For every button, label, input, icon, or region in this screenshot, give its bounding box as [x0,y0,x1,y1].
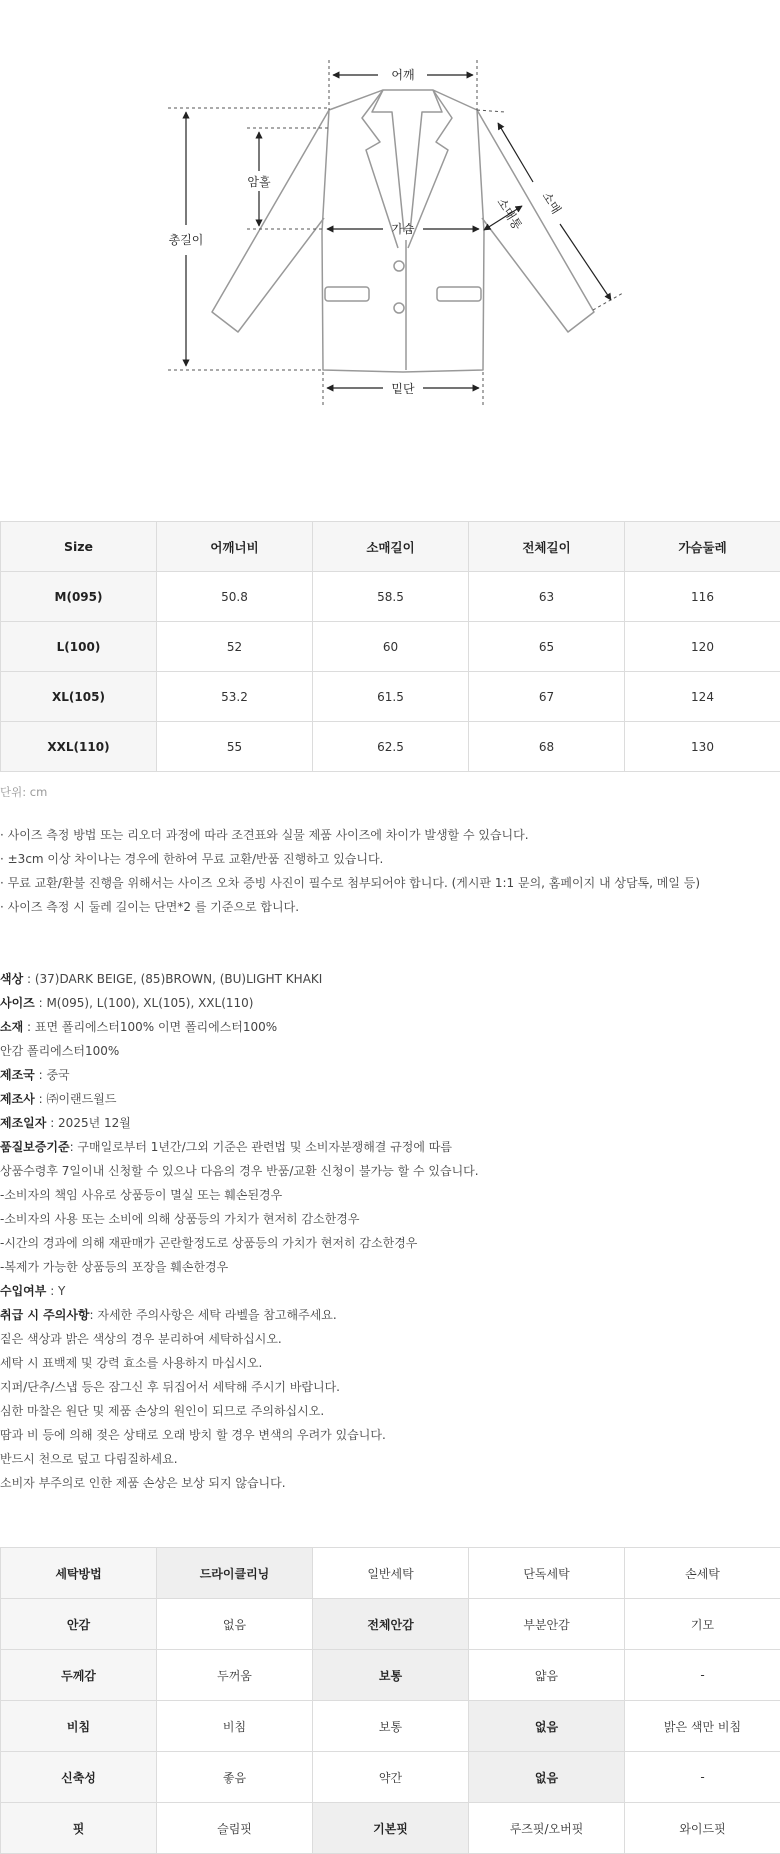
product-info-line [0,1183,479,1207]
care-attributes-table [0,1547,780,1854]
size-table-header: 전체길이 [469,522,625,572]
product-info-line [0,1279,479,1303]
product-info-value: 세탁 시 표백제 및 강력 효소를 사용하지 마십시오. [0,1356,263,1370]
care-row-label: 세탁방법 [1,1548,157,1599]
product-info-line [0,1015,479,1039]
size-cell: 58.5 [313,572,469,622]
size-cell: 63 [469,572,625,622]
care-option: 루즈핏/오버핏 [469,1803,625,1854]
care-row-label: 신축성 [1,1752,157,1803]
product-info-value: : ㈜이랜드월드 [34,1092,117,1106]
product-info-value: : Y [46,1284,66,1298]
care-option: 비침 [157,1701,313,1752]
care-option-selected: 드라이클리닝 [157,1548,313,1599]
size-notes [0,823,700,919]
product-info-value: 짙은 색상과 밝은 색상의 경우 분리하여 세탁하십시오. [0,1332,282,1346]
care-row-label: 두께감 [1,1650,157,1701]
size-label: XL(105) [1,672,157,722]
care-row [1,1599,780,1650]
hem-label: 밑단 [391,382,415,396]
product-info-value: -시간의 경과에 의해 재판매가 곤란할정도로 상품등의 가치가 현저히 감소한경우 [0,1236,418,1250]
chest-label: 가슴 [391,222,415,236]
product-info-line [0,1063,479,1087]
size-table-header: 어깨너비 [157,522,313,572]
product-info-line [0,1471,479,1495]
product-info-value: : 구매일로부터 1년간/그외 기준은 관련법 및 소비자분쟁해결 규정에 따름 [69,1140,452,1154]
size-table-header: Size [1,522,157,572]
size-cell: 65 [469,622,625,672]
size-table-header: 소매길이 [313,522,469,572]
product-info-value: : (37)DARK BEIGE, (85)BROWN, (BU)LIGHT KHAKI [23,972,323,986]
product-info-line [0,1231,479,1255]
product-info-value: : 2025년 12월 [46,1116,131,1130]
size-cell: 53.2 [157,672,313,722]
product-info-value: 안감 폴리에스터100% [0,1044,120,1058]
product-info-value: : 표면 폴리에스터100% 이면 폴리에스터100% [23,1020,278,1034]
size-cell: 60 [313,622,469,672]
product-info-key: 제조사 [0,1092,35,1106]
product-info-value: : 자세한 주의사항은 세탁 라벨을 참고해주세요. [89,1308,337,1322]
shoulder-label: 어깨 [391,68,415,82]
care-option: 두꺼움 [157,1650,313,1701]
product-info-line [0,1159,479,1183]
size-table-row [1,622,780,672]
product-info-line [0,991,479,1015]
size-label: M(095) [1,572,157,622]
product-info-line [0,1327,479,1351]
care-row [1,1752,780,1803]
product-info-value: 심한 마찰은 원단 및 제품 손상의 원인이 되므로 주의하십시오. [0,1404,325,1418]
care-option: 약간 [313,1752,469,1803]
product-info-line [0,1423,479,1447]
care-row [1,1548,780,1599]
care-option: 좋음 [157,1752,313,1803]
size-cell: 68 [469,722,625,772]
product-info-key: 색상 [0,972,24,986]
size-cell: 120 [625,622,780,672]
sleeve-label: 소매 [539,189,564,217]
size-guide-diagram [0,0,780,420]
product-info-value: 반드시 천으로 덮고 다림질하세요. [0,1452,178,1466]
product-info-line [0,1351,479,1375]
product-info-value: 상품수령후 7일이내 신청할 수 있으나 다음의 경우 반품/교환 신청이 불가능 할 수 있습니다. [0,1164,479,1178]
care-option: 와이드핏 [625,1803,780,1854]
size-table-row [1,722,780,772]
size-table-row [1,672,780,722]
size-cell: 50.8 [157,572,313,622]
care-option: 기모 [625,1599,780,1650]
size-label: XXL(110) [1,722,157,772]
size-table-header-row [1,522,780,572]
product-info-key: 취급 시 주의사항 [0,1308,90,1322]
size-cell: 55 [157,722,313,772]
armhole-label: 암홀 [247,175,271,189]
care-option: 없음 [157,1599,313,1650]
product-info-line [0,1255,479,1279]
care-option: - [625,1650,780,1701]
size-table-row [1,572,780,622]
product-info [0,967,479,1495]
product-info-line [0,967,479,991]
care-option-selected: 없음 [469,1701,625,1752]
product-info-value: -소비자의 책임 사유로 상품등이 멸실 또는 훼손된경우 [0,1188,283,1202]
care-option: 얇음 [469,1650,625,1701]
product-info-line [0,1111,479,1135]
product-info-value: 소비자 부주의로 인한 제품 손상은 보상 되지 않습니다. [0,1476,286,1490]
product-info-value: -소비자의 사용 또는 소비에 의해 상품등의 가치가 현저히 감소한경우 [0,1212,360,1226]
product-info-key: 수입여부 [0,1284,47,1298]
care-option-selected: 전체안감 [313,1599,469,1650]
care-row-label: 비침 [1,1701,157,1752]
product-info-line [0,1087,479,1111]
unit-note: 단위: cm [0,785,48,799]
size-note: · ±3cm 이상 차이나는 경우에 한하여 무료 교환/반품 진행하고 있습니다. [0,852,384,866]
size-note: · 사이즈 측정 시 둘레 길이는 단면*2 를 기준으로 합니다. [0,900,300,914]
size-note: · 무료 교환/환불 진행을 위해서는 사이즈 오차 증빙 사진이 필수로 첨부되어야 합니다. (게시판 1:1 문의, 홈페이지 내 상담톡, 메일 등) [0,876,701,890]
size-note: · 사이즈 측정 방법 또는 리오더 과정에 따라 조견표와 실물 제품 사이즈에 차이가 발생할 수 있습니다. [0,828,529,842]
care-option: 슬림핏 [157,1803,313,1854]
sleeve-width-label: 소매통 [494,195,525,233]
care-row [1,1650,780,1701]
size-cell: 130 [625,722,780,772]
care-row-label: 안감 [1,1599,157,1650]
care-row [1,1803,780,1854]
size-cell: 62.5 [313,722,469,772]
product-info-line [0,1207,479,1231]
care-row-label: 핏 [1,1803,157,1854]
product-info-key: 제조일자 [0,1116,47,1130]
size-cell: 52 [157,622,313,672]
care-row [1,1701,780,1752]
size-cell: 116 [625,572,780,622]
product-info-key: 사이즈 [0,996,35,1010]
product-info-line [0,1135,479,1159]
jacket-outline-illustration [0,0,780,420]
care-option-selected: 기본핏 [313,1803,469,1854]
care-option: 밝은 색만 비침 [625,1701,780,1752]
size-cell: 61.5 [313,672,469,722]
product-info-line [0,1303,479,1327]
care-option: 단독세탁 [469,1548,625,1599]
care-option: 부분안감 [469,1599,625,1650]
care-option: 일반세탁 [313,1548,469,1599]
product-info-line [0,1447,479,1471]
product-info-value: 땀과 비 등에 의해 젖은 상태로 오래 방치 할 경우 변색의 우려가 있습니다. [0,1428,386,1442]
size-cell: 124 [625,672,780,722]
size-table-header: 가슴둘레 [625,522,780,572]
size-cell: 67 [469,672,625,722]
size-table [0,521,780,772]
care-option-selected: 없음 [469,1752,625,1803]
product-info-key: 소재 [0,1020,24,1034]
care-option: - [625,1752,780,1803]
product-info-value: -복제가 가능한 상품등의 포장을 훼손한경우 [0,1260,229,1274]
product-info-line [0,1399,479,1423]
total-length-label: 총길이 [168,233,204,247]
product-info-value: : M(095), L(100), XL(105), XXL(110) [34,996,254,1010]
care-option: 보통 [313,1701,469,1752]
product-info-value: : 중국 [34,1068,70,1082]
product-info-line [0,1375,479,1399]
product-info-key: 제조국 [0,1068,35,1082]
size-label: L(100) [1,622,157,672]
product-info-value: 지퍼/단추/스냅 등은 잠그신 후 뒤집어서 세탁해 주시기 바랍니다. [0,1380,340,1394]
care-option: 손세탁 [625,1548,780,1599]
care-option-selected: 보통 [313,1650,469,1701]
product-info-line [0,1039,479,1063]
product-info-key: 품질보증기준 [0,1140,70,1154]
